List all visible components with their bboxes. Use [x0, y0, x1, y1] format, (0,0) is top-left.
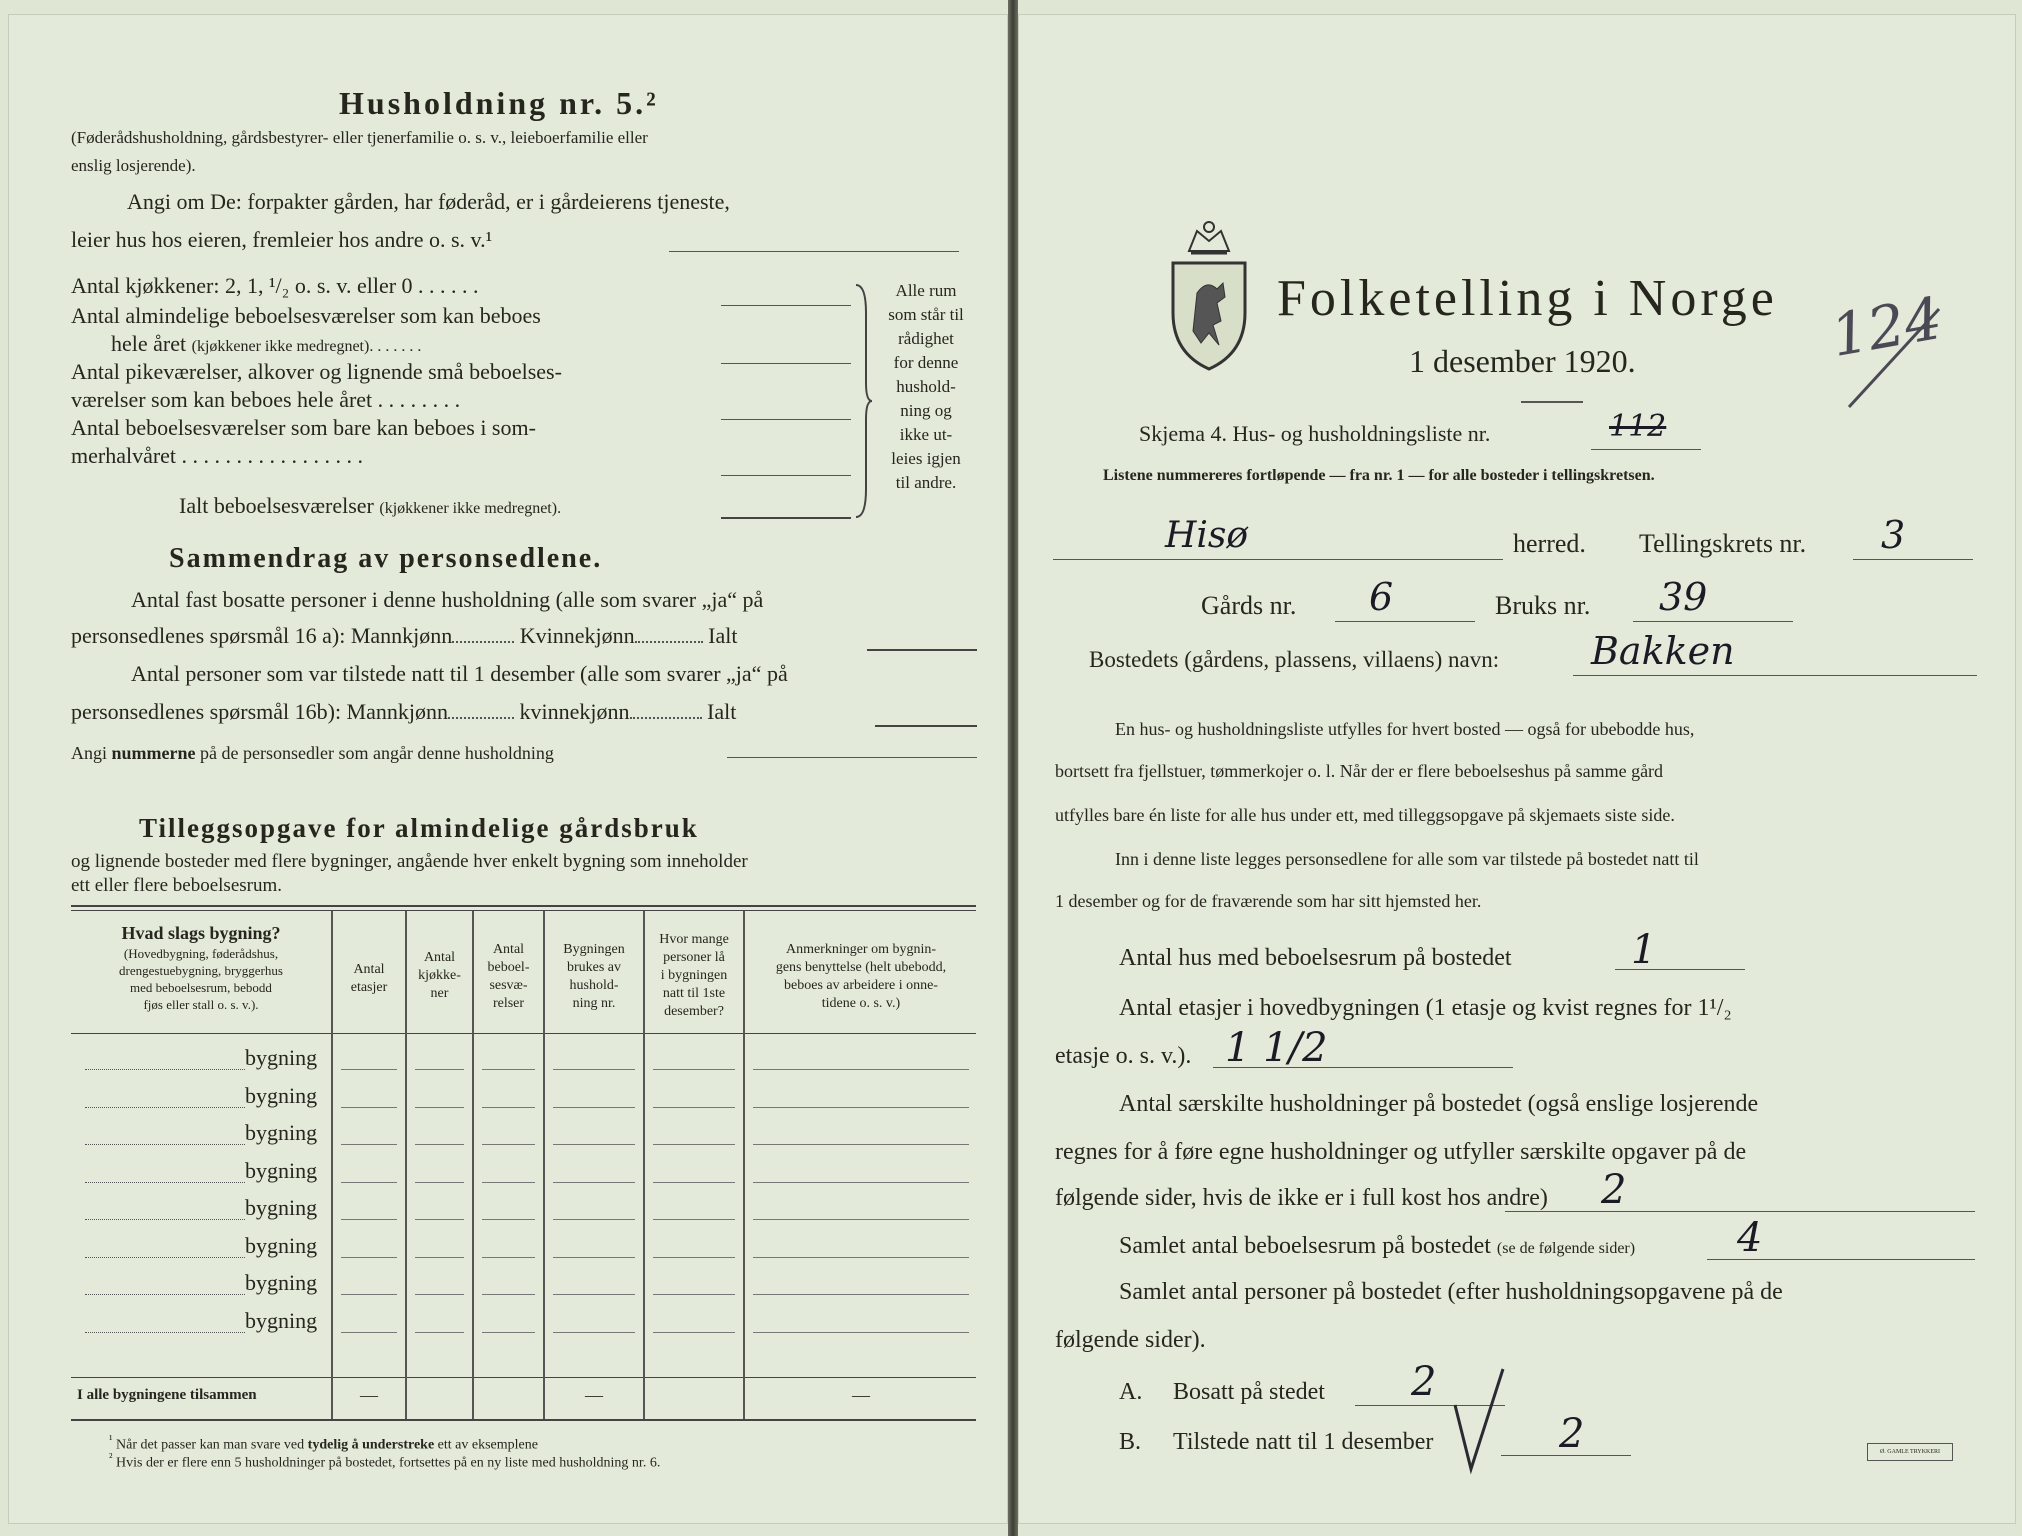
page-fold — [1008, 0, 1018, 1536]
table-cell-blank[interactable] — [341, 1107, 397, 1108]
instruction-2: bortsett fra fjellstuer, tømmerkojer o. l. Når der er flere beboelseshus på samme gård — [1055, 761, 1664, 781]
a-label: A. — [1119, 1379, 1143, 1405]
ialt-answer[interactable] — [721, 517, 851, 519]
bruks-label: Bruks nr. — [1495, 591, 1591, 620]
table-cell-blank[interactable] — [753, 1069, 969, 1070]
tellingskrets-label: Tellingskrets nr. — [1639, 529, 1807, 558]
numbering-note: Listene nummereres fortløpende — fra nr. 1 — for alle bosteder i tellingskretsen. — [1103, 467, 1655, 484]
row-label-bygning: bygning — [245, 1232, 318, 1258]
table-cell-blank[interactable] — [653, 1219, 735, 1220]
table-cell-blank[interactable] — [653, 1144, 735, 1145]
herred-value[interactable]: Hisø — [1165, 515, 1249, 556]
pike-answer[interactable] — [721, 419, 851, 420]
q-etasjer-value[interactable]: 1 1/2 — [1225, 1025, 1328, 1071]
table-cell-blank[interactable] — [341, 1144, 397, 1145]
row-label-bygning: bygning — [245, 1082, 318, 1108]
row-label-bygning: bygning — [245, 1270, 318, 1295]
q-etasjer-line-2: etasje o. s. v.). — [1055, 1043, 1192, 1069]
b-text: Tilstede natt til 1 desember — [1173, 1429, 1434, 1455]
table-cell-blank[interactable] — [553, 1332, 635, 1333]
tick-mark — [1449, 1365, 1509, 1475]
table-cell-blank[interactable] — [415, 1144, 464, 1145]
tellingskrets-value[interactable]: 3 — [1881, 513, 1906, 557]
q-rum-value[interactable]: 4 — [1737, 1215, 1763, 1261]
row-name-leader[interactable] — [85, 1107, 245, 1108]
alm-line-2: hele året (kjøkkener ikke medregnet). . . . . . . — [111, 331, 422, 356]
col-header-kjokkener: Antal kjøkke- ner — [418, 950, 461, 1001]
table-cell-blank[interactable] — [553, 1144, 635, 1145]
table-cell-blank[interactable] — [482, 1294, 535, 1295]
table-cell-blank[interactable] — [482, 1332, 535, 1333]
angi-numre: Angi nummerne på de personsedler som angår denne husholdning — [71, 743, 554, 763]
row-name-leader[interactable] — [85, 1219, 245, 1220]
intro-line-2: enslig losjerende). — [71, 156, 196, 175]
sommer-line-2: merhalvåret . . . . . . . . . . . . . . . . . — [71, 443, 364, 468]
q-hush-value[interactable]: 2 — [1601, 1167, 1627, 1213]
til-line-2: personsedlenes spørsmål 16b): Mannkjønn kvinnekjønn Ialt — [71, 699, 737, 724]
col-header-beboelsesvaerelser: Antal beboel- sesvæ- relser — [487, 942, 530, 1011]
table-cell-blank[interactable] — [341, 1182, 397, 1183]
col-header-husholdning-nr: Bygningen brukes av hushold- ning nr. — [563, 942, 625, 1011]
ialt-rooms: Ialt beboelsesværelser (kjøkkener ikke medregnet). — [179, 493, 562, 518]
q-hus-label: Antal hus med beboelsesrum på bostedet — [1119, 945, 1512, 971]
footnote-1: $^{^1}$ Når det passer kan man svare ved tydelig å understreke ett av eksemplene — [109, 1433, 538, 1453]
q-hus-value[interactable]: 1 — [1631, 927, 1657, 973]
table-cell-blank[interactable] — [753, 1144, 969, 1145]
angi-numre-answer[interactable] — [727, 757, 977, 758]
row-name-leader[interactable] — [85, 1144, 245, 1145]
table-cell-blank[interactable] — [341, 1069, 397, 1070]
table-cell-blank[interactable] — [415, 1332, 464, 1333]
skjema-number[interactable]: 112 — [1609, 409, 1667, 444]
alm-answer[interactable] — [721, 363, 851, 364]
sommer-line-1: Antal beboelsesværelser som bare kan beboes i som- — [71, 415, 536, 440]
supplement-line-2: ett eller flere beboelsesrum. — [71, 875, 283, 896]
census-title: Folketelling i Norge — [1277, 270, 1778, 327]
footnote-2: $^{^2}$ Hvis der er flere enn 5 husholdninger på bostedet, fortsettes på en ny liste med husholdning nr. 6. — [109, 1451, 661, 1471]
pike-line-1: Antal pikeværelser, alkover og lignende små beboelses- — [71, 359, 562, 384]
table-cell-blank[interactable] — [553, 1294, 635, 1295]
table-cell-blank[interactable] — [415, 1182, 464, 1183]
col-header-etasjer: Antal etasjer — [350, 962, 388, 995]
b-value[interactable]: 2 — [1559, 1411, 1585, 1457]
table-cell-blank[interactable] — [341, 1294, 397, 1295]
table-cell-blank[interactable] — [553, 1069, 635, 1070]
table-cell-blank[interactable] — [341, 1219, 397, 1220]
total-anmerkninger: — — [852, 1385, 870, 1405]
q-pers-line-2: følgende sider). — [1055, 1327, 1206, 1353]
gards-value[interactable]: 6 — [1369, 575, 1394, 619]
table-cell-blank[interactable] — [482, 1219, 535, 1220]
gards-label: Gårds nr. — [1201, 591, 1297, 620]
table-cell-blank[interactable] — [415, 1069, 464, 1070]
total-husholdning: — — [585, 1385, 603, 1405]
row-label-bygning: bygning — [245, 1045, 318, 1070]
table-cell-blank[interactable] — [553, 1257, 635, 1258]
q-hush-line-1: Antal særskilte husholdninger på bostedet (også enslige losjerende — [1119, 1091, 1759, 1117]
row-name-leader[interactable] — [85, 1257, 245, 1258]
table-cell-blank[interactable] — [341, 1332, 397, 1333]
summary-title: Sammendrag av personsedlene. — [169, 543, 603, 574]
table-cell-blank[interactable] — [482, 1257, 535, 1258]
col-header-building-type: Hvad slags bygning? (Hovedbygning, føderådshus, drengestuebygning, bryggerhus med beboelsesrum, bebodd fjøs eller stall o. s. v.). — [119, 923, 283, 1012]
pike-line-2: værelser som kan beboes hele året . . . . . . . . — [71, 387, 461, 412]
table-cell-blank[interactable] — [653, 1069, 735, 1070]
row-name-leader[interactable] — [85, 1332, 245, 1333]
table-cell-blank[interactable] — [653, 1294, 735, 1295]
fast-line-2: personsedlenes spørsmål 16 a): Mannkjønn Kvinnekjønn Ialt — [71, 623, 738, 648]
table-cell-blank[interactable] — [753, 1107, 969, 1108]
col-header-personer: Hvor mange personer lå i bygningen natt til 1ste desember? — [659, 932, 729, 1019]
table-cell-blank[interactable] — [753, 1219, 969, 1220]
table-cell-blank[interactable] — [553, 1107, 635, 1108]
table-cell-blank[interactable] — [482, 1069, 535, 1070]
margin-number: 124 — [1825, 283, 1947, 371]
kjokkener-answer[interactable] — [721, 305, 851, 306]
a-value[interactable]: 2 — [1411, 1359, 1437, 1405]
table-cell-blank[interactable] — [753, 1332, 969, 1333]
fast-total-answer[interactable] — [867, 649, 977, 651]
q-pers-line-1: Samlet antal personer på bostedet (efter husholdningsopgavene på de — [1119, 1279, 1783, 1305]
alm-line-1: Antal almindelige beboelsesværelser som kan beboes — [71, 303, 541, 328]
table-cell-blank[interactable] — [753, 1182, 969, 1183]
table-cell-blank[interactable] — [482, 1182, 535, 1183]
row-label-bygning: bygning — [245, 1120, 318, 1145]
table-cell-blank[interactable] — [653, 1107, 735, 1108]
table-cell-blank[interactable] — [753, 1257, 969, 1258]
table-cell-blank[interactable] — [415, 1257, 464, 1258]
table-cell-blank[interactable] — [482, 1144, 535, 1145]
table-cell-blank[interactable] — [653, 1332, 735, 1333]
row-label-bygning: bygning — [245, 1307, 318, 1333]
instruction-1: En hus- og husholdningsliste utfylles for hvert bosted — også for ubebodde hus, — [1115, 719, 1695, 739]
table-cell-blank[interactable] — [415, 1107, 464, 1108]
supplement-line-1: og lignende bosteder med flere bygninger, angående hver enkelt bygning som inneholder — [71, 851, 748, 872]
til-total-answer[interactable] — [875, 725, 977, 727]
printer-stamp: Ø. GAMLE TRYKKERI — [1867, 1443, 1953, 1461]
kjokkener-question: Antal kjøkkener: 2, 1, ¹/₂ o. s. v. eller 0 . . . . . . — [71, 273, 479, 298]
q-hush-line-3: følgende sider, hvis de ikke er i full kost hos andre) — [1055, 1185, 1548, 1211]
q-hush-line-2: regnes for å føre egne husholdninger og utfyller særskilte opgaver på de — [1055, 1139, 1747, 1165]
q-rum-label: Samlet antal beboelsesrum på bostedet (se de følgende sider) — [1119, 1233, 1636, 1259]
table-cell-blank[interactable] — [415, 1294, 464, 1295]
table-cell-blank[interactable] — [415, 1219, 464, 1220]
bruks-value[interactable]: 39 — [1659, 575, 1708, 619]
norwegian-coat-of-arms-icon — [1167, 213, 1251, 373]
angi-line-1: Angi om De: forpakter gården, har føderåd, er i gårdeierens tjeneste, — [127, 189, 730, 214]
table-cell-blank[interactable] — [482, 1107, 535, 1108]
left-page — [8, 14, 1008, 1524]
intro-line-1: (Føderådshusholdning, gårdsbestyrer- eller tjenerfamilie o. s. v., leieboerfamilie eller — [71, 128, 648, 147]
brace-note: Alle rum som står til rådighet for denne hushold- ning og ikke ut- leies igjen til andre. — [888, 281, 964, 492]
row-name-leader[interactable] — [85, 1069, 245, 1070]
skjema-label: Skjema 4. Hus- og husholdningsliste nr. — [1139, 421, 1491, 446]
row-label-bygning: bygning — [245, 1157, 318, 1183]
b-label: B. — [1119, 1429, 1142, 1455]
row-name-leader[interactable] — [85, 1294, 245, 1295]
table-cell-blank[interactable] — [753, 1294, 969, 1295]
household-title: Husholdning nr. 5.² — [339, 85, 659, 121]
total-etasjer: — — [360, 1385, 378, 1405]
a-text: Bosatt på stedet — [1173, 1379, 1325, 1405]
margin-slash — [1839, 303, 1949, 413]
instruction-3: utfylles bare én liste for alle hus under ett, med tilleggsopgave på skjemaets siste side. — [1055, 805, 1675, 825]
total-row-label: I alle bygningene tilsammen — [77, 1387, 257, 1403]
table-cell-blank[interactable] — [341, 1257, 397, 1258]
herred-label: herred. — [1513, 529, 1586, 558]
bosted-label: Bostedets (gårdens, plassens, villaens) navn: — [1089, 647, 1500, 672]
angi-answer-line[interactable] — [669, 251, 959, 252]
instruction-5: 1 desember og for de fraværende som har sitt hjemsted her. — [1055, 891, 1482, 911]
table-cell-blank[interactable] — [553, 1182, 635, 1183]
q-etasjer-line-1: Antal etasjer i hovedbygningen (1 etasje og kvist regnes for 1¹/₂ — [1119, 995, 1732, 1021]
table-cell-blank[interactable] — [553, 1219, 635, 1220]
supplement-title: Tilleggsopgave for almindelige gårdsbruk — [139, 813, 699, 843]
census-date: 1 desember 1920. — [1409, 343, 1636, 379]
right-page — [1018, 14, 2016, 1524]
angi-line-2: leier hus hos eieren, fremleier hos andre o. s. v.¹ — [71, 227, 493, 252]
row-name-leader[interactable] — [85, 1182, 245, 1183]
fast-line-1: Antal fast bosatte personer i denne husholdning (alle som svarer „ja“ på — [131, 587, 764, 612]
sommer-answer[interactable] — [721, 475, 851, 476]
til-line-1: Antal personer som var tilstede natt til 1 desember (alle som svarer „ja“ på — [131, 661, 788, 686]
table-cell-blank[interactable] — [653, 1182, 735, 1183]
row-label-bygning: bygning — [245, 1195, 318, 1220]
bosted-value[interactable]: Bakken — [1591, 629, 1735, 673]
col-header-anmerkninger: Anmerkninger om bygnin- gens benyttelse (helt ubebodd, beboes av arbeidere i onne- tidene o. s. v.) — [775, 942, 947, 1011]
table-cell-blank[interactable] — [653, 1257, 735, 1258]
instruction-4: Inn i denne liste legges personsedlene for alle som var tilstede på bostedet natt til — [1115, 849, 1699, 869]
